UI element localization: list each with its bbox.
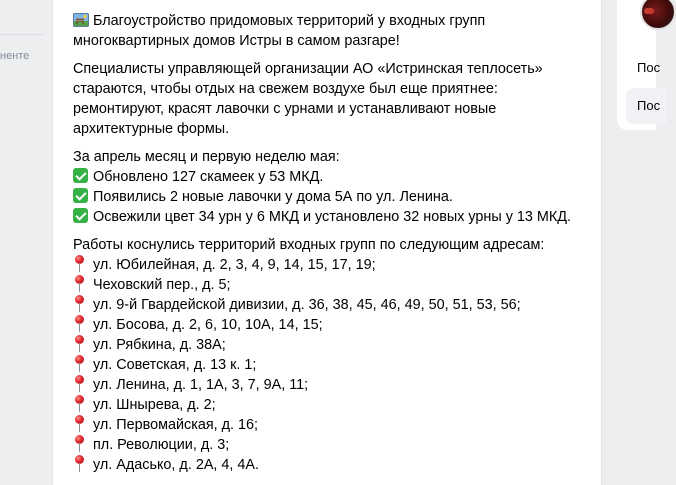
- address-text: ул. 9-й Гвардейской дивизии, д. 36, 38, 45, 46, 49, 50, 51, 53, 56;: [93, 297, 521, 313]
- post-intro: [73, 11, 578, 51]
- right-menu-item-active[interactable]: Пос: [626, 88, 667, 124]
- check-item: [73, 207, 578, 227]
- round-pushpin-icon: [73, 395, 87, 413]
- address-item: [73, 395, 578, 415]
- address-text: ул. Босова, д. 2, 6, 10, 10А, 14, 15;: [93, 317, 323, 333]
- address-item: [73, 435, 578, 455]
- post-achievements: [73, 147, 578, 227]
- avatar[interactable]: [640, 0, 676, 30]
- check-item-text: Появились 2 новые лавочки у дома 5А по ул. Ленина.: [93, 189, 453, 205]
- round-pushpin-icon: [73, 315, 87, 333]
- post-addresses: [73, 235, 578, 475]
- address-item: [73, 455, 578, 475]
- address-text: ул. Рябкина, д. 38А;: [93, 337, 226, 353]
- round-pushpin-icon: [73, 415, 87, 433]
- round-pushpin-icon: [73, 375, 87, 393]
- round-pushpin-icon: [73, 355, 87, 373]
- address-item: [73, 355, 578, 375]
- address-text: ул. Первомайская, д. 16;: [93, 417, 259, 433]
- period-heading: За апрель месяц и первую неделю мая:: [73, 149, 340, 165]
- round-pushpin-icon: [73, 455, 87, 473]
- post-card: [52, 0, 602, 485]
- park-bench-picture-icon: [73, 12, 89, 28]
- left-sidebar: [0, 0, 50, 485]
- check-item: [73, 187, 578, 207]
- left-nav-snippet[interactable]: ненте: [0, 50, 30, 62]
- address-text: ул. Ленина, д. 1, 1А, 3, 7, 9А, 11;: [93, 377, 309, 393]
- round-pushpin-icon: [73, 435, 87, 453]
- address-text: Чеховский пер., д. 5;: [93, 277, 231, 293]
- post-description-line: Специалисты управляющей организации АО «Истринская теплосеть»: [73, 61, 543, 77]
- check-item-text: Обновлено 127 скамеек у 53 МКД.: [93, 169, 324, 185]
- post-description: [73, 59, 578, 139]
- check-item-text: Освежили цвет 34 урн у 6 МКД и установлено 32 новых урны у 13 МКД.: [93, 209, 572, 225]
- check-item: [73, 167, 578, 187]
- address-item: [73, 415, 578, 435]
- round-pushpin-icon: [73, 295, 87, 313]
- post-intro-line-2: многоквартирных домов Истры в самом разгаре!: [73, 33, 400, 49]
- check-mark-icon: [73, 168, 88, 183]
- post-intro-line-1: [73, 11, 578, 31]
- post-text: [73, 11, 578, 483]
- post-description-line: стараются, чтобы отдых на свежем воздухе был еще приятнее:: [73, 81, 498, 97]
- post-description-line: ремонтируют, красят лавочки с урнами и устанавливают новые: [73, 101, 497, 117]
- round-pushpin-icon: [73, 275, 87, 293]
- address-item: [73, 255, 578, 275]
- address-text: пл. Революции, д. 3;: [93, 437, 230, 453]
- address-text: ул. Адасько, д. 2А, 4, 4А.: [93, 457, 260, 473]
- post-description-line: архитектурные формы.: [73, 121, 230, 137]
- address-text: ул. Советская, д. 13 к. 1;: [93, 357, 257, 373]
- post-intro-text-1: Благоустройство придомовых территорий у входных групп: [93, 13, 486, 29]
- addresses-heading: Работы коснулись территорий входных групп по следующим адресам:: [73, 237, 545, 253]
- round-pushpin-icon: [73, 255, 87, 273]
- address-item: [73, 295, 578, 315]
- address-text: ул. Шнырева, д. 2;: [93, 397, 216, 413]
- round-pushpin-icon: [73, 335, 87, 353]
- left-divider: [0, 34, 44, 35]
- address-item: [73, 315, 578, 335]
- check-mark-icon: [73, 208, 88, 223]
- address-text: ул. Юбилейная, д. 2, 3, 4, 9, 14, 15, 17, 19;: [93, 257, 376, 273]
- address-item: [73, 335, 578, 355]
- address-item: [73, 275, 578, 295]
- check-mark-icon: [73, 188, 88, 203]
- avatar-badge: [644, 8, 654, 14]
- right-menu-item[interactable]: Пос: [637, 60, 661, 75]
- address-item: [73, 375, 578, 395]
